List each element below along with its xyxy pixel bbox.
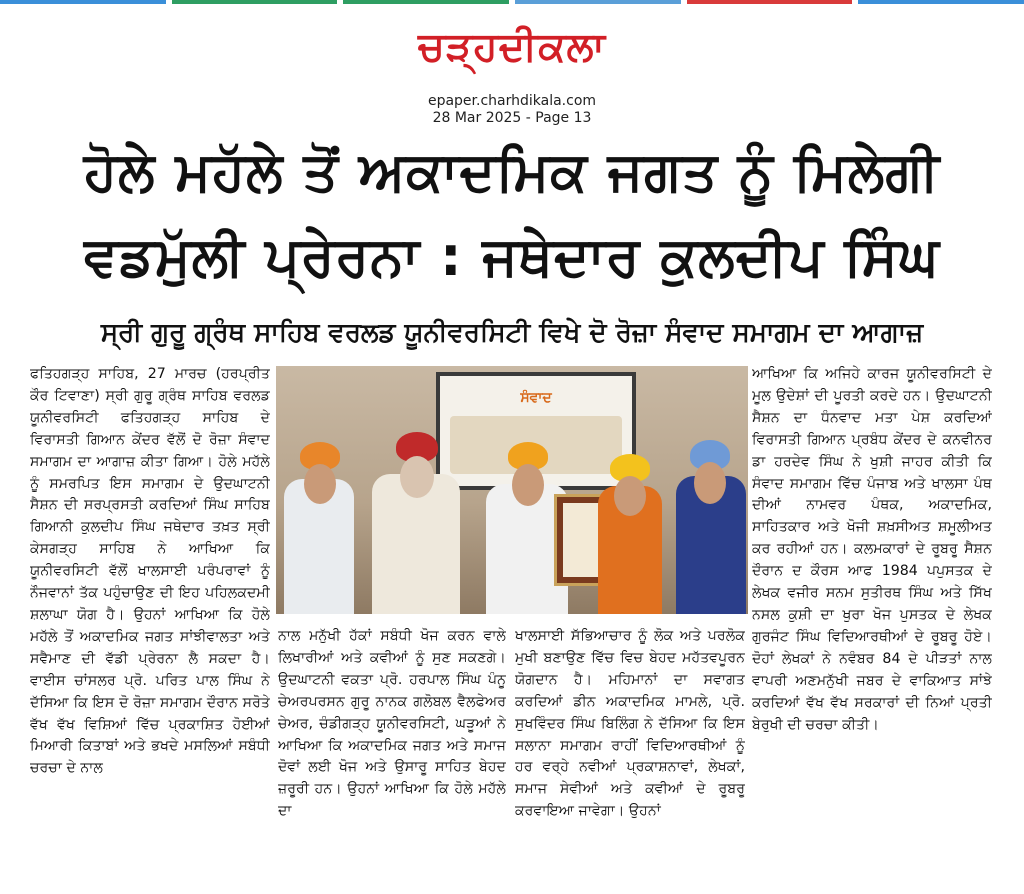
screen-title: ਸੰਵਾਦ xyxy=(520,390,552,406)
column-1-text: ਫਤਿਹਗੜ੍ਹ ਸਾਹਿਬ, 27 ਮਾਰਚ (ਹਰਪ੍ਰੀਤ ਕੌਰ ਟਿਵਾਣਾ) ਸ੍ਰੀ ਗੁਰੂ ਗ੍ਰੰਥ ਸਾਹਿਬ ਵਰਲਡ ਯੂਨੀਵਰਸਿਟੀ ਫਤਿਹਗੜ੍ਹ ਸਾਹਿਬ ਦੇ ਵਿਰਾਸਤੀ ਗਿਆਨ ਕੇਂਦਰ ਵੱਲੋਂ ਦੋ ਰੋਜ਼ਾ ਸੰਵਾਦ ਸਮਾਗਮ ਦਾ ਆਗਾਜ਼ ਕੀਤਾ ਗਿਆ। ਹੋਲੇ ਮਹੱਲੇ ਨੂੰ ਸਮਰਪਿਤ ਇਸ ਸਮਾਗਮ ਦੇ ਉਦਘਾਟਨੀ ਸੈਸ਼ਨ ਦੀ ਸਰਪ੍ਰਸਤੀ ਕਰਦਿਆਂ ਸਿੰਘ ਸਾਹਿਬ ਗਿਆਨੀ ਕੁਲਦੀਪ ਸਿੰਘ ਜਥੇਦਾਰ ਤਖ਼ਤ ਸ੍ਰੀ ਕੇਸਗੜ੍ਹ ਸਾਹਿਬ ਨੇ ਆਖਿਆ ਕਿ ਯੂਨੀਵਰਸਿਟੀ ਵੱਲੋਂ ਖਾਲਸਾਈ ਪਰੰਪਰਾਵਾਂ ਨੂੰ ਨੌਜਵਾਨਾਂ ਤੱਕ ਪਹੁੰਚਾਉਣ ਦੀ ਇਹ ਪਹਿਲਕਦਮੀ ਸ਼ਲਾਘਾ ਯੋਗ ਹੈ। ਉਹਨਾਂ ਆਖਿਆ ਕਿ ਹੋਲੇ ਮਹੱਲੇ ਤੋਂ ਅਕਾਦਮਿਕ ਜਗਤ ਸਾਂਝੀਵਾਲਤਾ ਅਤੇ ਸਵੈਮਾਣ ਦੀ ਵੱਡੀ ਪ੍ਰੇਰਨਾ ਲੈ ਸਕਦਾ ਹੈ। ਵਾਈਸ ਚਾਂਸਲਰ ਪ੍ਰੋ. ਪਰਿਤ ਪਾਲ ਸਿੰਘ ਨੇ ਦੱਸਿਆ ਕਿ ਇਸ ਦੋ ਰੋਜ਼ਾ ਸਮਾਗਮ ਦੌਰਾਨ ਸਰੋਤੇ ਵੱਖ ਵੱਖ ਵਿਸ਼ਿਆਂ ਵਿੱਚ ਪ੍ਰਕਾਸ਼ਿਤ ਹੋਈਆਂ ਮਿਆਰੀ ਕਿਤਾਬਾਂ ਅਤੇ ਭਖਦੇ ਮਸਲਿਆਂ ਸਬੰਧੀ ਚਰਚਾ ਦੇ ਨਾਲ xyxy=(30,366,270,777)
site-url[interactable]: epaper.charhdikala.com xyxy=(427,93,597,109)
headline-line-2: ਵਡਮੁੱਲੀ ਪ੍ਰੇਰਨਾ : ਜਥੇਦਾਰ ਕੁਲਦੀਪ ਸਿੰਘ xyxy=(84,225,940,288)
person-1 xyxy=(278,414,358,614)
column-2-text: ਨਾਲ ਮਨੁੱਖੀ ਹੱਕਾਂ ਸਬੰਧੀ ਖੋਜ ਕਰਨ ਵਾਲੇ ਲਿਖਾਰੀਆਂ ਅਤੇ ਕਵੀਆਂ ਨੂੰ ਸੁਣ ਸਕਣਗੇ। ਉਦਘਾਟਨੀ ਵਕਤਾ ਪ੍ਰੋ. ਹਰਪਾਲ ਸਿੰਘ ਪੰਨੂ ਚੇਅਰਪਰਸਨ ਗੁਰੂ ਨਾਨਕ ਗਲੋਬਲ ਵੈਲਫੇਅਰ ਚੇਅਰ, ਚੰਡੀਗੜ੍ਹ ਯੂਨੀਵਰਸਿਟੀ, ਘੜੂਆਂ ਨੇ ਆਖਿਆ ਕਿ ਅਕਾਦਮਿਕ ਜਗਤ ਅਤੇ ਸਮਾਜ ਦੋਵਾਂ ਲਈ ਖੋਜ ਅਤੇ ਉਸਾਰੂ ਸਾਹਿਤ ਬੇਹਦ ਜ਼ਰੂਰੀ ਹਨ। ਉਹਨਾਂ ਆਖਿਆ ਕਿ ਹੋਲੇ ਮਹੱਲੇ ਦਾ xyxy=(278,628,506,820)
masthead-logo[interactable]: ਚੜ੍ਹਦੀਕਲਾ xyxy=(418,24,606,70)
article-column-4 xyxy=(752,364,992,876)
article-column-3 xyxy=(515,626,745,876)
event-photo xyxy=(276,366,748,614)
column-3-text: ਖਾਲਸਾਈ ਸੱਭਿਆਚਾਰ ਨੂੰ ਲੋਕ ਅਤੇ ਪਰਲੋਕ ਮੁਖੀ ਬਣਾਉਣ ਵਿੱਚ ਵਿਚ ਬੇਹਦ ਮਹੱਤਵਪੂਰਨ ਯੋਗਦਾਨ ਹੈ। ਮਹਿਮਾਨਾਂ ਦਾ ਸਵਾਗਤ ਕਰਦਿਆਂ ਡੀਨ ਅਕਾਦਮਿਕ ਮਾਮਲੇ, ਪ੍ਰੋ. ਸੁਖਵਿੰਦਰ ਸਿੰਘ ਬਿਲਿੰਗ ਨੇ ਦੱਸਿਆ ਕਿ ਇਸ ਸਲਾਨਾ ਸਮਾਗਮ ਰਾਹੀਂ ਵਿਦਿਆਰਥੀਆਂ ਨੂੰ ਹਰ ਵਰ੍ਹੇ ਨਵੀਆਂ ਪ੍ਰਕਾਸ਼ਨਾਵਾਂ, ਲੇਖਕਾਂ, ਸਮਾਜ ਸੇਵੀਆਂ ਅਤੇ ਕਵੀਆਂ ਦੇ ਰੂਬਰੂ ਕਰਵਾਇਆ ਜਾਵੇਗਾ। ਉਹਨਾਂ xyxy=(515,628,745,820)
subheadline: ਸ੍ਰੀ ਗੁਰੂ ਗ੍ਰੰਥ ਸਾਹਿਬ ਵਰਲਡ ਯੂਨੀਵਰਸਿਟੀ ਵਿਖੇ ਦੋ ਰੋਜ਼ਾ ਸੰਵਾਦ ਸਮਾਗਮ ਦਾ ਆਗਾਜ਼ xyxy=(100,318,924,348)
column-4-text: ਆਖਿਆ ਕਿ ਅਜਿਹੇ ਕਾਰਜ ਯੂਨੀਵਰਸਿਟੀ ਦੇ ਮੂਲ ਉਦੇਸ਼ਾਂ ਦੀ ਪੂਰਤੀ ਕਰਦੇ ਹਨ। ਉਦਘਾਟਨੀ ਸੈਸ਼ਨ ਦਾ ਧੰਨਵਾਦ ਮਤਾ ਪੇਸ਼ ਕਰਦਿਆਂ ਵਿਰਾਸਤੀ ਗਿਆਨ ਪ੍ਰਬੰਧ ਕੇਂਦਰ ਦੇ ਕਨਵੀਨਰ ਡਾ ਹਰਦੇਵ ਸਿੰਘ ਨੇ ਖੁਸ਼ੀ ਜਾਹਰ ਕੀਤੀ ਕਿ ਸੰਵਾਦ ਸਮਾਗਮ ਵਿੱਚ ਪੰਜਾਬ ਅਤੇ ਖਾਲਸਾ ਪੰਥ ਦੀਆਂ ਨਾਮਵਰ ਪੰਥਕ, ਅਕਾਦਮਿਕ, ਸਾਹਿਤਕਾਰ ਅਤੇ ਖੋਜੀ ਸ਼ਖ਼ਸੀਅਤ ਸ਼ਮੂਲੀਅਤ ਕਰ ਰਹੀਆਂ ਹਨ। ਕਲਮਕਾਰਾਂ ਦੇ ਰੂਬਰੂ ਸੈਸ਼ਨ ਦੌਰਾਨ ਦ ਕੌਰਸ ਆਫ 1984 ਪਪੁਸਤਕ ਦੇ ਲੇਖਕ ਵਜੀਰ ਸਨਮ ਸੁਤੀਰਥ ਸਿੰਘ ਅਤੇ ਸਿੱਖ ਨਸਲ ਕੁਸ਼ੀ ਦਾ ਖੁਰਾ ਖੋਜ ਪੁਸਤਕ ਦੇ ਲੇਖਕ ਗੁਰਜੰਟ ਸਿੰਘ ਵਿਦਿਆਰਥੀਆਂ ਦੇ ਰੂਬਰੂ ਹੋਏ। ਦੋਹਾਂ ਲੇਖਕਾਂ ਨੇ ਨਵੰਬਰ 84 ਦੇ ਪੀੜਤਾਂ ਨਾਲ ਵਾਪਰੀ ਅਣਮਨੁੱਖੀ ਜਬਰ ਦੇ ਵਾਕਿਆਤ ਸਾਂਝੇ ਕਰਦਿਆਂ ਵੱਖ ਵੱਖ ਸਰਕਾਰਾਂ ਦੀ ਨਿਆਂ ਪ੍ਰਤੀ ਬੇਰੁਖੀ ਦੀ ਚਰਚਾ ਕੀਤੀ। xyxy=(752,366,992,733)
article-column-1 xyxy=(30,364,270,876)
date-page: 28 Mar 2025 - Page 13 xyxy=(432,110,592,126)
article-column-2 xyxy=(278,626,506,876)
masthead-meta xyxy=(312,93,712,127)
person-4 xyxy=(594,426,666,614)
person-2 xyxy=(368,408,464,614)
person-5 xyxy=(672,414,748,614)
top-color-bar xyxy=(0,0,1024,4)
headline-line-1: ਹੋਲੇ ਮਹੱਲੇ ਤੋਂ ਅਕਾਦਮਿਕ ਜਗਤ ਨੂੰ ਮਿਲੇਗੀ xyxy=(83,140,941,203)
